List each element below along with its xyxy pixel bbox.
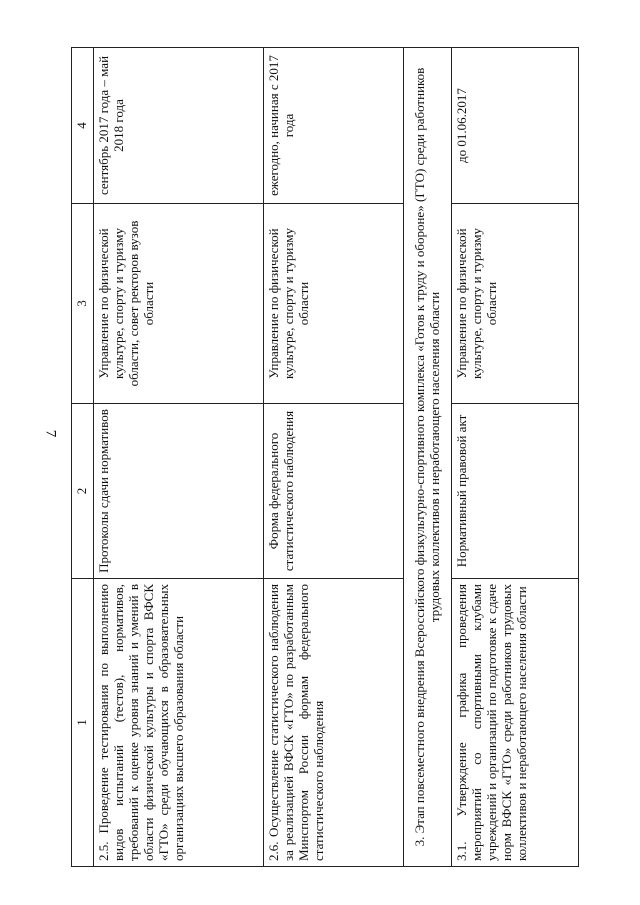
section-header-row <box>404 48 452 867</box>
responsible-cell: Управление по физической культуре, спорту и туризму области <box>264 204 404 404</box>
table-row <box>264 48 404 867</box>
deadline-cell: до 01.06.2017 <box>452 48 579 204</box>
table-row <box>452 48 579 867</box>
header-cell-4: 4 <box>72 48 94 204</box>
document-cell: Протоколы сдачи нормативов <box>94 404 264 579</box>
responsible-cell: Управление по физической культуре, спорту и туризму области <box>452 204 579 404</box>
plan-table <box>71 47 579 867</box>
header-row <box>72 48 94 867</box>
responsible-cell: Управление по физической культуре, спорту и туризму области, совет ректоров вузов области <box>94 204 264 404</box>
deadline-cell: ежегодно, начиная с 2017 года <box>264 48 404 204</box>
plan-table-rotated <box>71 48 579 867</box>
table-row <box>94 48 264 867</box>
page-number: 7 <box>42 429 59 438</box>
header-cell-2: 2 <box>72 404 94 579</box>
activity-cell: 3.1. Утверждение графика проведения мероприятий со спортивными клубами учреждений и организаций по подготовке к сдаче норм ВФСК «ГТО» среди работников трудовых коллективов и неработающего населения области <box>452 579 579 867</box>
activity-cell: 2.6. Осуществление статистического наблюдения за реализацией ВФСК «ГТО» по разработанным Минспортом России формам федерального статистического наблюдения <box>264 579 404 867</box>
activity-cell: 2.5. Проведение тестирования по выполнению видов испытаний (тестов), нормативов, требований к оценке уровня знаний и умений в области физической культуры и спорта ВФСК «ГТО» среди обучающихся в образовательных организациях высшего образования области <box>94 579 264 867</box>
deadline-cell: сентябрь 2017 года – май 2018 года <box>94 48 264 204</box>
document-cell: Нормативный правовой акт <box>452 404 579 579</box>
header-cell-3: 3 <box>72 204 94 404</box>
section-3-title: 3. Этап повсеместного внедрения Всероссийского физкультурно-спортивного комплекса «Готов к труду и обороне» (ГТО) среди работников трудовых коллективов и неработающего населения области <box>404 48 452 867</box>
document-cell: Форма федерального статистического наблюдения <box>264 404 404 579</box>
table-wrapper <box>71 48 579 867</box>
header-cell-1: 1 <box>72 579 94 867</box>
